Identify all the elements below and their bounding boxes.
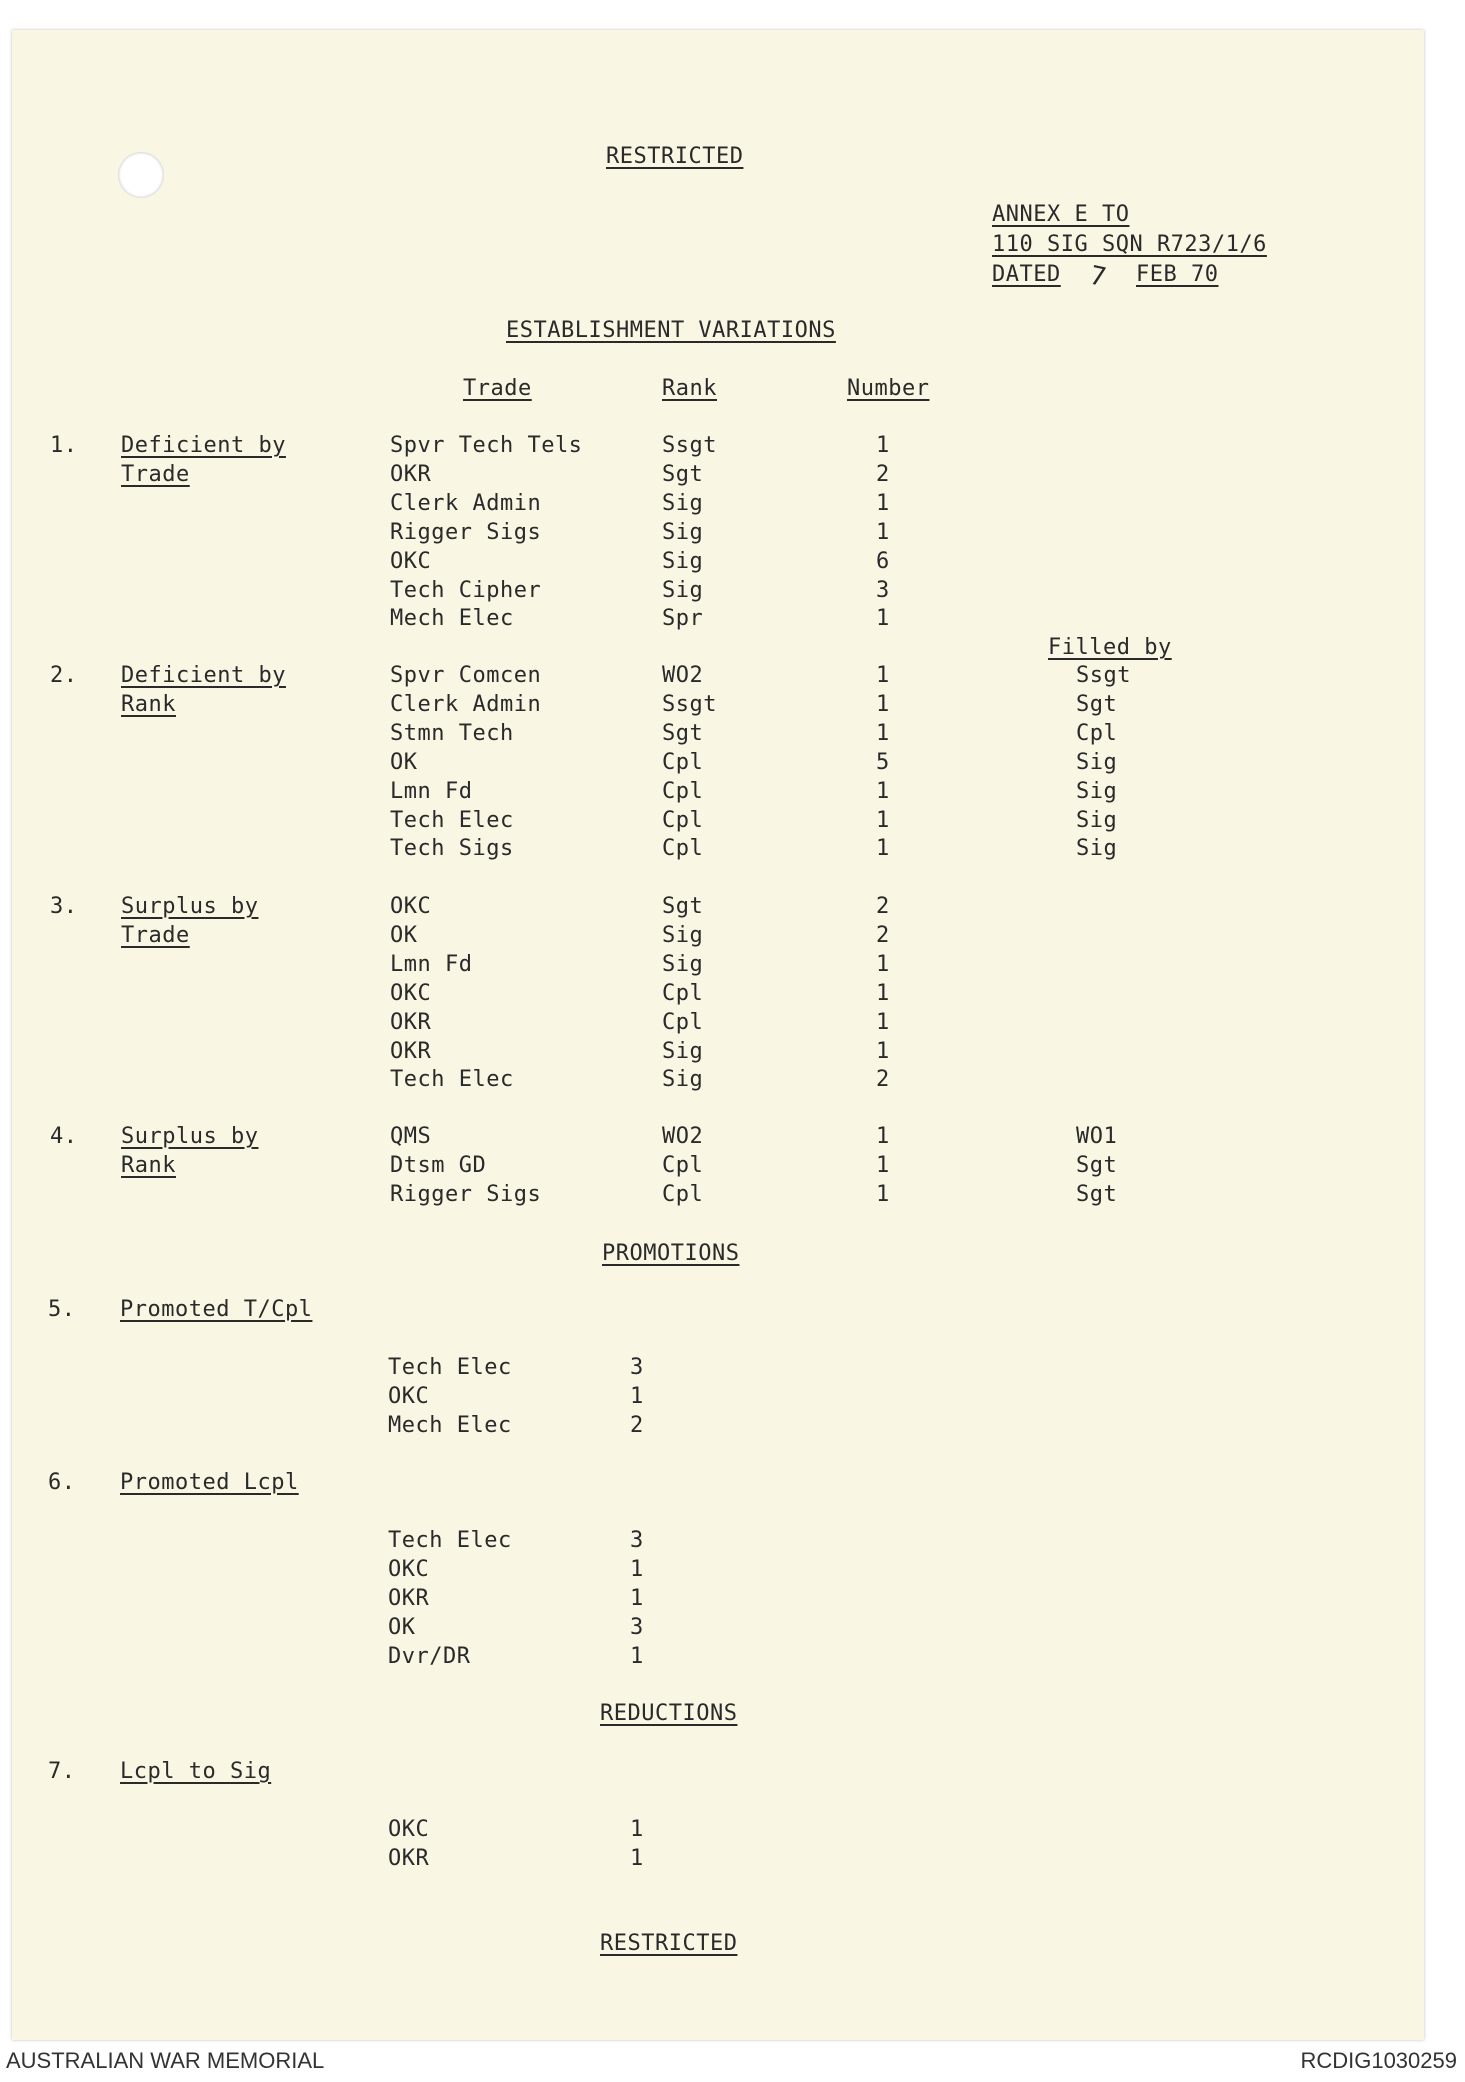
row-number: 1 <box>876 836 890 861</box>
row-rank: Sig <box>662 520 704 545</box>
row-rank: Cpl <box>662 750 704 775</box>
row-trade: Lmn Fd <box>390 952 473 977</box>
row-number: 2 <box>876 1067 890 1092</box>
restricted-top: RESTRICTED <box>606 144 744 169</box>
row-number: 3 <box>630 1355 644 1380</box>
row-number: 3 <box>630 1528 644 1553</box>
row-number: 1 <box>876 663 890 688</box>
row-filled-by: Sgt <box>1076 1182 1118 1207</box>
row-number: 1 <box>630 1817 644 1842</box>
row-trade: Clerk Admin <box>390 692 542 717</box>
row-number: 1 <box>876 721 890 746</box>
row-trade: Tech Elec <box>390 808 514 833</box>
row-trade: Clerk Admin <box>390 491 542 516</box>
row-trade: Tech Cipher <box>390 578 542 603</box>
section-number: 5. <box>48 1297 76 1322</box>
row-rank: Cpl <box>662 1153 704 1178</box>
row-filled-by: Sgt <box>1076 1153 1118 1178</box>
annex-line-2: 110 SIG SQN R723/1/6 <box>992 232 1267 257</box>
row-number: 1 <box>876 1153 890 1178</box>
row-number: 1 <box>630 1384 644 1409</box>
reductions-heading: REDUCTIONS <box>600 1701 738 1726</box>
row-trade: OKC <box>388 1557 430 1582</box>
row-trade: OK <box>390 750 418 775</box>
row-number: 1 <box>630 1846 644 1871</box>
row-number: 1 <box>876 1124 890 1149</box>
row-rank: Sgt <box>662 462 704 487</box>
col-header-trade: Trade <box>463 376 532 401</box>
row-trade: Tech Elec <box>388 1355 512 1380</box>
row-trade: OKC <box>390 549 432 574</box>
row-trade: OK <box>390 923 418 948</box>
row-number: 2 <box>630 1413 644 1438</box>
row-number: 1 <box>876 779 890 804</box>
row-trade: Mech Elec <box>390 606 514 631</box>
row-rank: Spr <box>662 606 704 631</box>
row-rank: Sig <box>662 923 704 948</box>
section-label: Promoted T/Cpl <box>120 1297 313 1322</box>
row-rank: Cpl <box>662 1182 704 1207</box>
row-number: 1 <box>876 808 890 833</box>
row-trade: OKR <box>390 1039 432 1064</box>
row-trade: Spvr Tech Tels <box>390 433 583 458</box>
row-rank: Sig <box>662 1067 704 1092</box>
restricted-bottom: RESTRICTED <box>600 1931 738 1956</box>
row-number: 1 <box>630 1557 644 1582</box>
row-rank: Sig <box>662 578 704 603</box>
row-number: 1 <box>876 520 890 545</box>
row-rank: Sig <box>662 952 704 977</box>
section-label: Lcpl to Sig <box>120 1759 272 1784</box>
annex-month: FEB 70 <box>1136 262 1219 287</box>
annex-day-handwritten: 7 <box>1087 260 1110 294</box>
row-trade: OKR <box>388 1586 430 1611</box>
row-filled-by: WO1 <box>1076 1124 1118 1149</box>
row-trade: OKC <box>390 981 432 1006</box>
section-label: Promoted Lcpl <box>120 1470 299 1495</box>
row-trade: Mech Elec <box>388 1413 512 1438</box>
row-number: 1 <box>876 1182 890 1207</box>
col-header-filled-by: Filled by <box>1048 635 1172 660</box>
section-label: Deficient by <box>121 663 286 688</box>
row-trade: Rigger Sigs <box>390 1182 542 1207</box>
row-filled-by: Sig <box>1076 750 1118 775</box>
row-trade: Lmn Fd <box>390 779 473 804</box>
row-number: 6 <box>876 549 890 574</box>
row-trade: Tech Elec <box>390 1067 514 1092</box>
row-trade: Dtsm GD <box>390 1153 487 1178</box>
footer-id: RCDIG1030259 <box>1300 2048 1457 2073</box>
row-trade: Rigger Sigs <box>390 520 542 545</box>
section-number: 2. <box>50 663 78 688</box>
row-rank: Cpl <box>662 808 704 833</box>
section-number: 3. <box>50 894 78 919</box>
row-rank: Cpl <box>662 981 704 1006</box>
row-trade: Stmn Tech <box>390 721 514 746</box>
row-rank: Sgt <box>662 894 704 919</box>
row-number: 1 <box>876 1010 890 1035</box>
annex-line-3: DATED <box>992 262 1061 287</box>
section-label: Surplus by <box>121 894 259 919</box>
page-title: ESTABLISHMENT VARIATIONS <box>506 318 836 343</box>
row-number: 1 <box>630 1586 644 1611</box>
row-rank: Sgt <box>662 721 704 746</box>
row-trade: QMS <box>390 1124 432 1149</box>
section-number: 7. <box>48 1759 76 1784</box>
section-number: 4. <box>50 1124 78 1149</box>
section-number: 6. <box>48 1470 76 1495</box>
punch-hole <box>118 152 164 198</box>
promotions-heading: PROMOTIONS <box>602 1241 740 1266</box>
annex-line-1: ANNEX E TO <box>992 202 1130 227</box>
row-rank: Sig <box>662 549 704 574</box>
section-label: Trade <box>121 462 190 487</box>
row-trade: Tech Elec <box>388 1528 512 1553</box>
row-filled-by: Ssgt <box>1076 663 1131 688</box>
section-label: Surplus by <box>121 1124 259 1149</box>
row-trade: OKC <box>390 894 432 919</box>
row-trade: OKR <box>388 1846 430 1871</box>
row-trade: OK <box>388 1615 416 1640</box>
row-rank: Ssgt <box>662 692 717 717</box>
row-number: 2 <box>876 894 890 919</box>
row-trade: Spvr Comcen <box>390 663 542 688</box>
row-number: 1 <box>630 1644 644 1669</box>
row-filled-by: Sig <box>1076 779 1118 804</box>
row-number: 1 <box>876 433 890 458</box>
row-number: 1 <box>876 692 890 717</box>
section-label: Rank <box>121 692 176 717</box>
section-label: Deficient by <box>121 433 286 458</box>
section-label: Trade <box>121 923 190 948</box>
row-number: 2 <box>876 923 890 948</box>
row-trade: OKR <box>390 462 432 487</box>
row-rank: Cpl <box>662 836 704 861</box>
row-number: 3 <box>630 1615 644 1640</box>
row-number: 2 <box>876 462 890 487</box>
row-rank: Cpl <box>662 779 704 804</box>
row-filled-by: Sig <box>1076 808 1118 833</box>
row-rank: Sig <box>662 1039 704 1064</box>
row-rank: WO2 <box>662 1124 704 1149</box>
row-trade: OKC <box>388 1384 430 1409</box>
row-number: 1 <box>876 981 890 1006</box>
col-header-number: Number <box>847 376 930 401</box>
row-number: 1 <box>876 491 890 516</box>
row-trade: OKC <box>388 1817 430 1842</box>
row-rank: WO2 <box>662 663 704 688</box>
row-number: 1 <box>876 1039 890 1064</box>
section-number: 1. <box>50 433 78 458</box>
row-number: 5 <box>876 750 890 775</box>
row-rank: Ssgt <box>662 433 717 458</box>
row-rank: Cpl <box>662 1010 704 1035</box>
col-header-rank: Rank <box>662 376 717 401</box>
row-trade: Tech Sigs <box>390 836 514 861</box>
section-label: Rank <box>121 1153 176 1178</box>
row-number: 1 <box>876 606 890 631</box>
row-rank: Sig <box>662 491 704 516</box>
footer-source: AUSTRALIAN WAR MEMORIAL <box>6 2048 325 2073</box>
row-trade: OKR <box>390 1010 432 1035</box>
row-number: 3 <box>876 578 890 603</box>
row-trade: Dvr/DR <box>388 1644 471 1669</box>
row-filled-by: Cpl <box>1076 721 1118 746</box>
row-filled-by: Sig <box>1076 836 1118 861</box>
row-number: 1 <box>876 952 890 977</box>
row-filled-by: Sgt <box>1076 692 1118 717</box>
